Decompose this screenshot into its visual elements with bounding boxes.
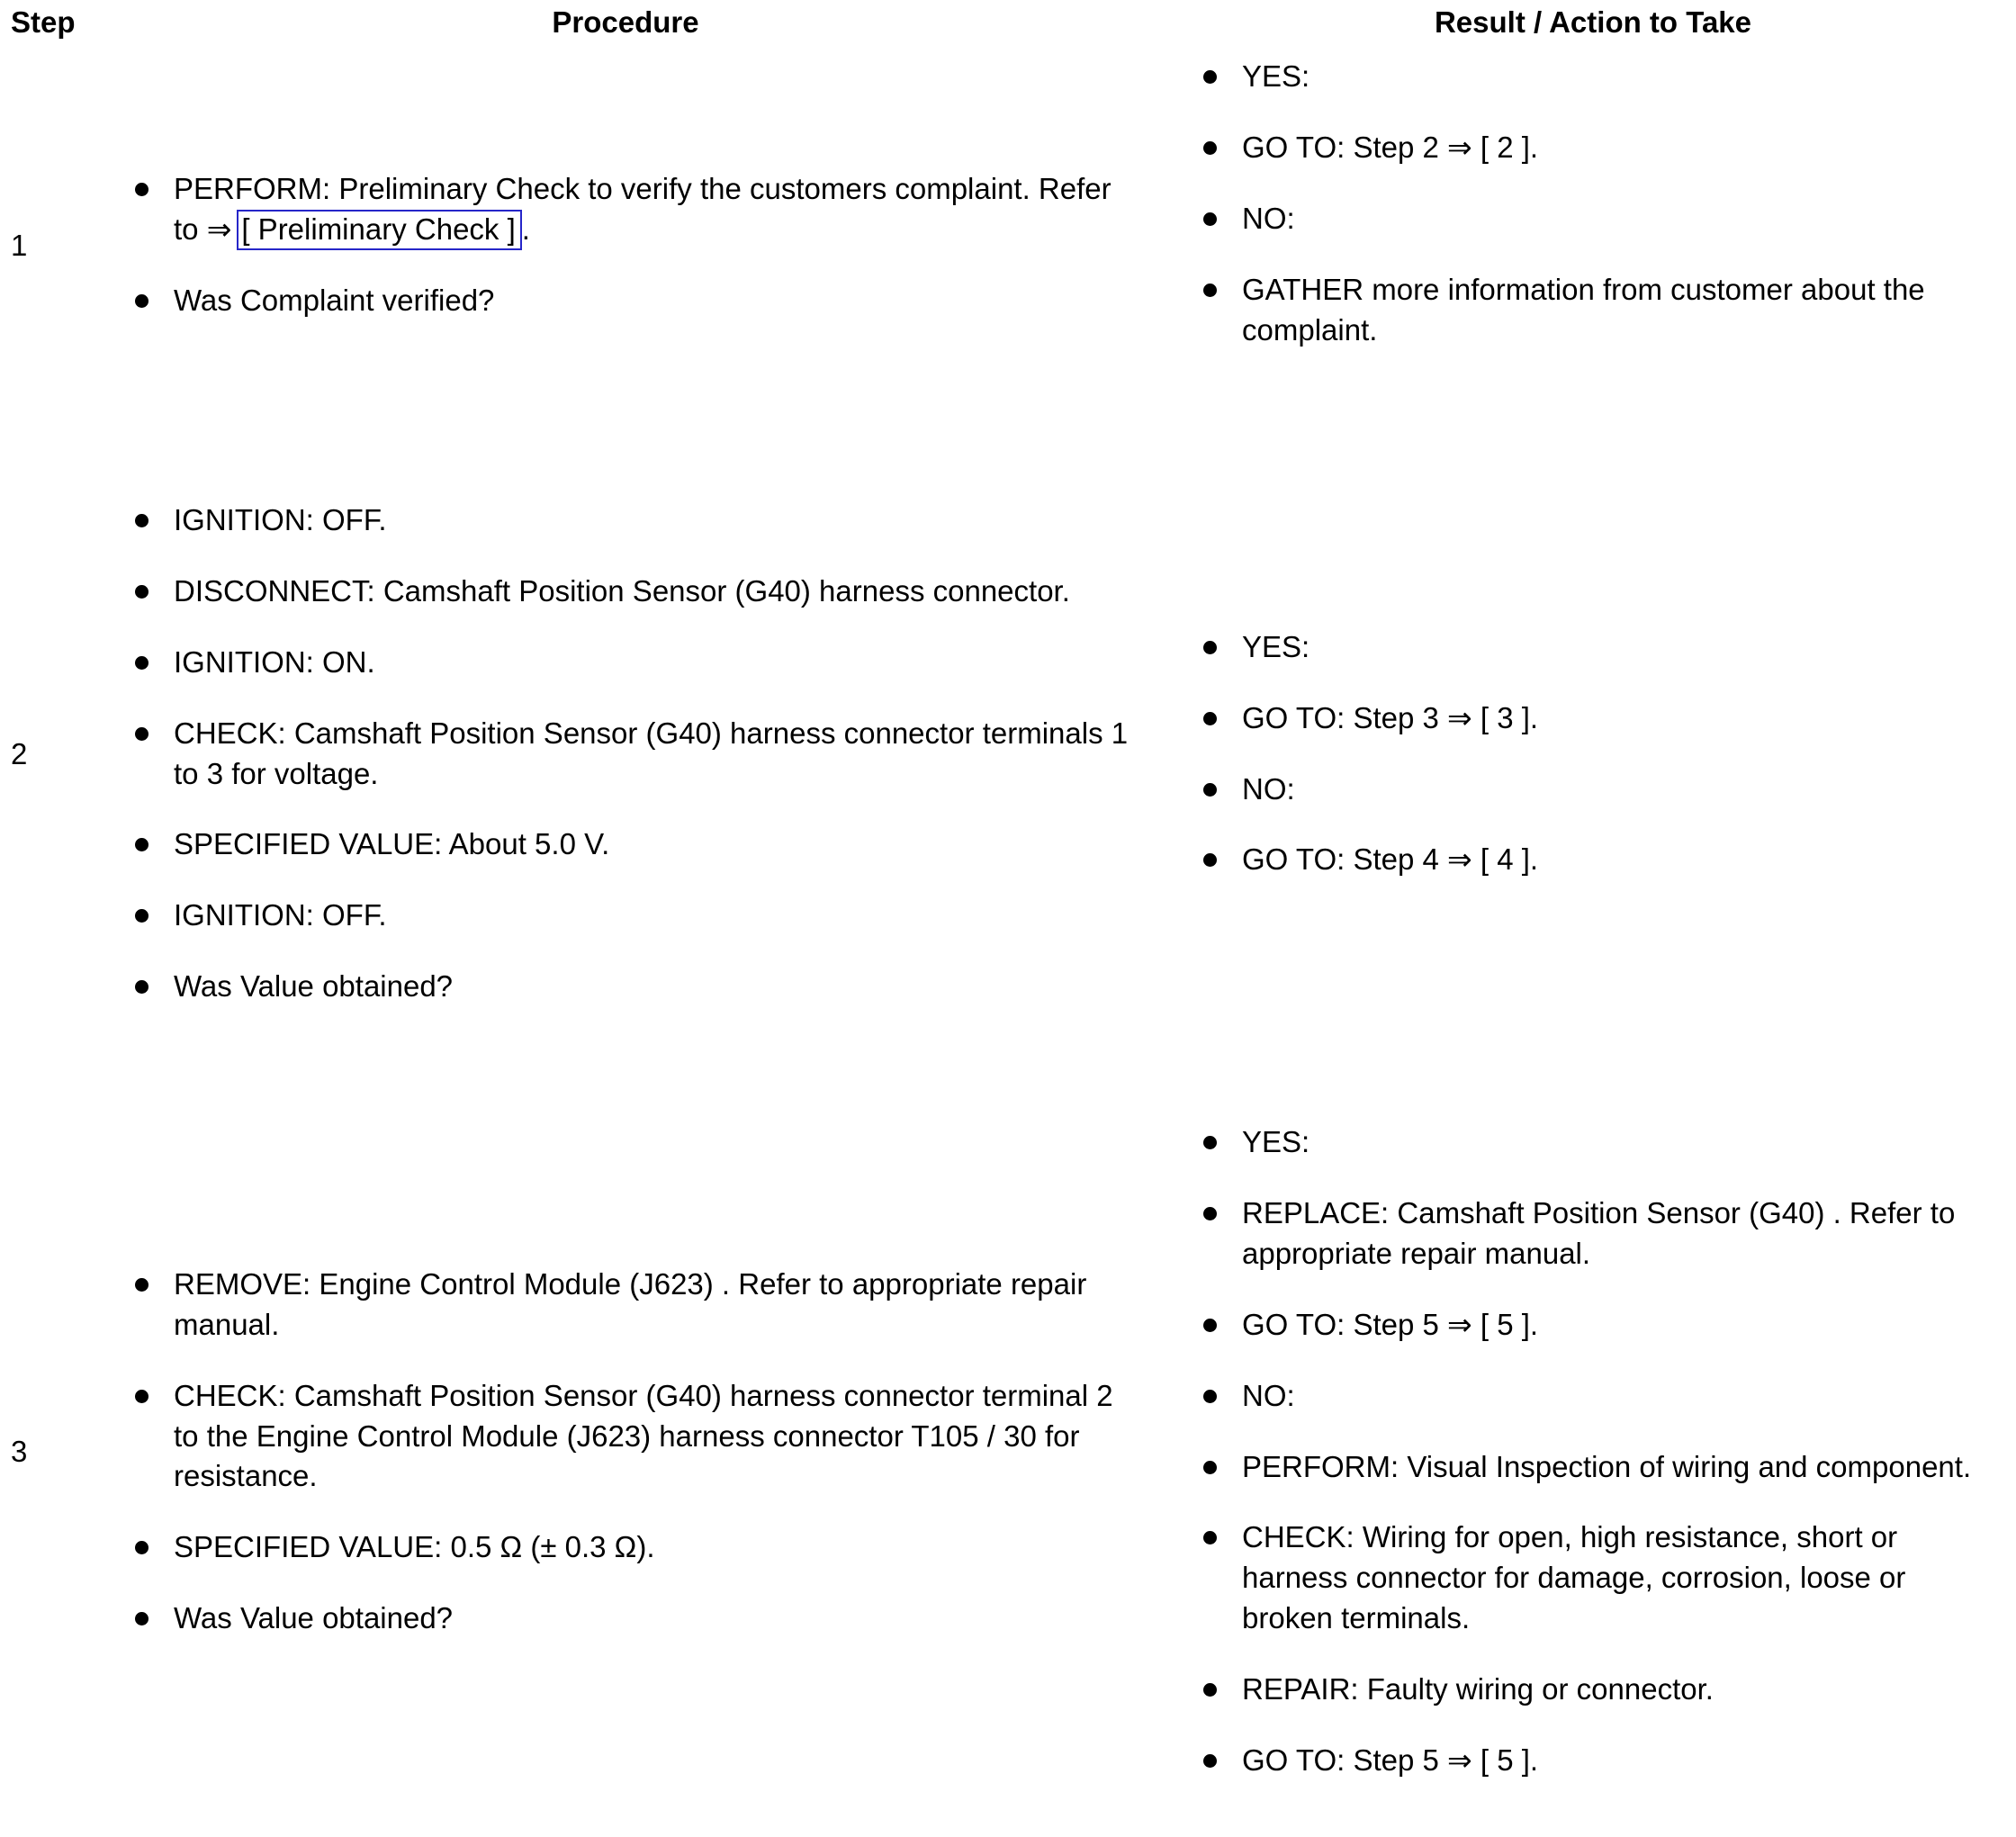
bullet-icon xyxy=(135,727,148,741)
bullet-icon xyxy=(1203,1390,1217,1403)
column-header-result: Result / Action to Take xyxy=(1434,5,1752,39)
result-text: GO TO: Step 5 ⇒ [ 5 ]. xyxy=(1242,1307,1539,1341)
procedure-item xyxy=(135,643,1134,683)
procedure-text: REMOVE: Engine Control Module (J623) . Refer to appropriate repair manual. xyxy=(174,1266,1087,1341)
result-text: REPLACE: Camshaft Position Sensor (G40) . Refer to appropriate repair manual. xyxy=(1242,1196,1956,1270)
bullet-icon xyxy=(1203,1683,1217,1697)
result-text: NO: xyxy=(1242,201,1295,235)
result-item xyxy=(1203,57,1980,97)
procedure-item xyxy=(135,1376,1134,1498)
bullet-icon xyxy=(135,585,148,599)
table-header-row xyxy=(0,0,2016,50)
bullet-icon xyxy=(1203,641,1217,654)
procedure-text: SPECIFIED VALUE: 0.5 Ω (± 0.3 Ω). xyxy=(174,1530,655,1564)
procedure-text: SPECIFIED VALUE: About 5.0 V. xyxy=(174,827,610,861)
result-text: CHECK: Wiring for open, high resistance, short or harness connector for damage, corrosion, loose or broken terminals. xyxy=(1242,1520,1906,1635)
result-text: GATHER more information from customer about the complaint. xyxy=(1242,272,1925,347)
result-item xyxy=(1203,627,1980,668)
procedure-cell xyxy=(81,50,1170,441)
bullet-icon xyxy=(1203,1531,1217,1544)
bullet-icon xyxy=(1203,212,1217,226)
step-number-cell xyxy=(0,1067,81,1837)
result-item xyxy=(1203,698,1980,739)
procedure-item xyxy=(135,500,1134,541)
table-row xyxy=(0,50,2016,441)
procedure-text: IGNITION: ON. xyxy=(174,644,375,679)
result-text: YES: xyxy=(1242,1125,1310,1159)
result-item xyxy=(1203,128,1980,168)
result-text: REPAIR: Faulty wiring or connector. xyxy=(1242,1672,1714,1706)
procedure-item xyxy=(135,281,1134,321)
procedure-item xyxy=(135,169,1134,250)
bullet-icon xyxy=(135,514,148,527)
bullet-icon xyxy=(1203,70,1217,84)
bullet-icon xyxy=(135,183,148,196)
result-item xyxy=(1203,270,1980,351)
preliminary-check-link[interactable]: [ Preliminary Check ] xyxy=(237,210,521,251)
bullet-icon xyxy=(135,656,148,670)
bullet-icon xyxy=(1203,1136,1217,1149)
procedure-cell xyxy=(81,441,1170,1067)
bullet-icon xyxy=(135,1278,148,1292)
bullet-icon xyxy=(135,1390,148,1403)
procedure-item xyxy=(135,896,1134,936)
result-item xyxy=(1203,1376,1980,1417)
column-header-step: Step xyxy=(11,5,76,39)
step-number: 1 xyxy=(11,228,28,262)
result-item xyxy=(1203,1193,1980,1274)
procedure-text: Was Value obtained? xyxy=(174,969,454,1004)
column-header-procedure: Procedure xyxy=(552,5,699,39)
result-text: YES: xyxy=(1242,629,1310,663)
result-cell xyxy=(1170,50,2016,441)
result-cell xyxy=(1170,1067,2016,1837)
result-item xyxy=(1203,1517,1980,1639)
procedure-item xyxy=(135,824,1134,865)
bullet-icon xyxy=(1203,1754,1217,1768)
step-number: 3 xyxy=(11,1435,28,1468)
bullet-icon xyxy=(135,980,148,994)
bullet-icon xyxy=(135,1541,148,1554)
result-cell xyxy=(1170,441,2016,1067)
procedure-text: IGNITION: OFF. xyxy=(174,898,387,932)
procedure-text: CHECK: Camshaft Position Sensor (G40) harness connector terminals 1 to 3 for voltage. xyxy=(174,716,1129,790)
bullet-icon xyxy=(135,838,148,851)
bullet-icon xyxy=(1203,853,1217,867)
procedure-text: Was Value obtained? xyxy=(174,1601,454,1635)
bullet-icon xyxy=(1203,712,1217,725)
result-item xyxy=(1203,199,1980,239)
step-number-cell xyxy=(0,441,81,1067)
bullet-icon xyxy=(1203,1461,1217,1474)
procedure-text: DISCONNECT: Camshaft Position Sensor (G40) harness connector. xyxy=(174,573,1070,608)
procedure-item xyxy=(135,1598,1134,1639)
procedure-text: PERFORM: Preliminary Check to verify the customers complaint. Refer to ⇒ xyxy=(174,171,1112,246)
result-item xyxy=(1203,1741,1980,1781)
bullet-icon xyxy=(135,1612,148,1625)
result-text: NO: xyxy=(1242,1378,1295,1412)
bullet-icon xyxy=(135,294,148,308)
result-text: YES: xyxy=(1242,59,1310,93)
result-text: GO TO: Step 4 ⇒ [ 4 ]. xyxy=(1242,842,1539,877)
bullet-icon xyxy=(1203,1319,1217,1332)
table-row xyxy=(0,1067,2016,1837)
procedure-text-suffix: . xyxy=(521,212,530,246)
result-item xyxy=(1203,1122,1980,1163)
procedure-text: Was Complaint verified? xyxy=(174,284,495,318)
result-text: PERFORM: Visual Inspection of wiring and component. xyxy=(1242,1449,1972,1483)
result-text: NO: xyxy=(1242,771,1295,806)
step-number-cell xyxy=(0,50,81,441)
result-item xyxy=(1203,1670,1980,1710)
procedure-item xyxy=(135,572,1134,612)
procedure-cell xyxy=(81,1067,1170,1837)
bullet-icon xyxy=(1203,1207,1217,1220)
result-text: GO TO: Step 5 ⇒ [ 5 ]. xyxy=(1242,1742,1539,1777)
table-row xyxy=(0,441,2016,1067)
result-text: GO TO: Step 2 ⇒ [ 2 ]. xyxy=(1242,130,1539,164)
step-number: 2 xyxy=(11,736,28,770)
bullet-icon xyxy=(1203,284,1217,297)
procedure-text: IGNITION: OFF. xyxy=(174,503,387,536)
result-item xyxy=(1203,1447,1980,1488)
bullet-icon xyxy=(1203,141,1217,155)
result-item xyxy=(1203,1305,1980,1346)
bullet-icon xyxy=(1203,783,1217,797)
result-text: GO TO: Step 3 ⇒ [ 3 ]. xyxy=(1242,700,1539,734)
procedure-item xyxy=(135,967,1134,1007)
result-item xyxy=(1203,840,1980,880)
procedure-item xyxy=(135,1527,1134,1568)
procedure-item xyxy=(135,1265,1134,1346)
result-item xyxy=(1203,770,1980,810)
procedure-text: CHECK: Camshaft Position Sensor (G40) harness connector terminal 2 to the Engine Control Module (J623) harness connector T105 / 30 for resistance. xyxy=(174,1378,1113,1493)
bullet-icon xyxy=(135,909,148,923)
procedure-item xyxy=(135,714,1134,795)
